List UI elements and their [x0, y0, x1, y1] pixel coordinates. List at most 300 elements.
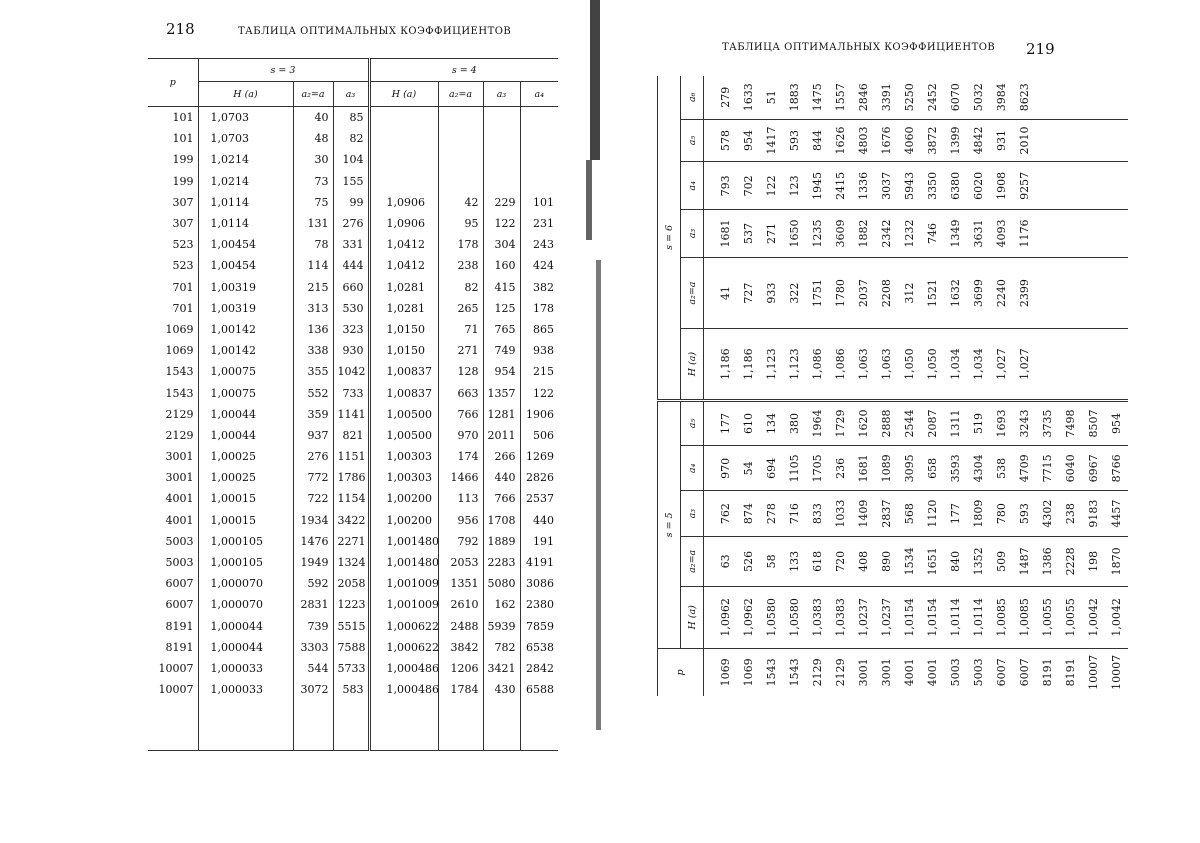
cell-h-s3: 1,00015: [198, 488, 293, 509]
cell-a5-s6: 1399: [944, 119, 967, 162]
cell-a4-s4: 191: [520, 531, 558, 552]
cell-a3-s5: 780: [990, 491, 1013, 536]
cell-p: 3001: [165, 471, 194, 485]
cell-a3-s6: 3631: [967, 210, 990, 258]
cell-a4-s5: 7715: [1036, 446, 1059, 491]
cell-a4-s4: 4191: [520, 552, 558, 573]
cell-p: 2129: [165, 428, 194, 442]
cell-a3-s5: 4457: [1105, 491, 1128, 536]
cell-h-s3: 1,000044: [198, 616, 293, 637]
cell-a2-s3: 136: [293, 319, 333, 340]
cell-a2-s4: 178: [438, 234, 483, 255]
cell-a3-s3: 444: [333, 255, 369, 276]
cell-a3-s6: 1349: [944, 210, 967, 258]
cell-h-s4: 1,0906: [369, 192, 438, 213]
cell-h-s4: 1,00837: [369, 361, 438, 382]
cell-a3-s4: 162: [483, 594, 520, 615]
cell-h-s5: 1,0154: [898, 586, 921, 648]
cell-h-s6: 1,050: [921, 329, 944, 401]
cell-a2-s6: [1082, 257, 1105, 329]
cell-p: 701: [172, 301, 194, 315]
table-row: [148, 319, 558, 340]
cell-h-s6: 1,123: [783, 329, 806, 401]
cell-a3-s6: 1235: [806, 210, 829, 258]
cell-h-s3: 1,00142: [198, 340, 293, 361]
cell-a4-s4: 243: [520, 234, 558, 255]
table-row: [148, 340, 558, 361]
cell-p: 523: [172, 259, 194, 273]
cell-h-s3: 1,0703: [198, 107, 293, 129]
cell-p: 307: [172, 217, 194, 231]
cell-a3-s6: 1650: [783, 210, 806, 258]
cell-h-s3: 1,00319: [198, 298, 293, 319]
table-row: [148, 404, 558, 425]
cell-a4-s5: 694: [760, 446, 783, 491]
cell-p: 4001: [165, 513, 194, 527]
table-row: [148, 128, 558, 149]
empty-cell: [483, 700, 520, 751]
cell-a5-s5: 1964: [806, 400, 829, 445]
cell-a3-s4: 1889: [483, 531, 520, 552]
empty-cell: [198, 700, 293, 751]
cell-a5-s6: 2010: [1013, 119, 1036, 162]
cell-a4-s5: 54: [737, 446, 760, 491]
header-a2-s3: a₂=a: [293, 82, 333, 107]
cell-a5-s6: 1676: [875, 119, 898, 162]
header-h-s4: H (a): [369, 82, 438, 107]
header-a3-s3: a₃: [333, 82, 369, 107]
cell-a2-s3: 3072: [293, 679, 333, 700]
cell-h-s5: 1,0114: [967, 586, 990, 648]
table-row: [1013, 76, 1036, 696]
cell-h-s3: 1,00319: [198, 277, 293, 298]
cell-p: 8191: [165, 640, 194, 654]
header-a2-s5: a₂=a: [681, 536, 704, 586]
table-bottom-padding: [148, 700, 558, 751]
cell-p: 199: [172, 174, 194, 188]
cell-a5-s6: 844: [806, 119, 829, 162]
cell-a5-s6: [1036, 119, 1059, 162]
header-s5: s = 5: [658, 400, 681, 648]
table-row: [148, 637, 558, 658]
cell-a3-s4: 2283: [483, 552, 520, 573]
cell-h-s4: 1,000486: [369, 679, 438, 700]
cell-a2-s3: 359: [293, 404, 333, 425]
table-row: [148, 446, 558, 467]
cell-a3-s3: 99: [333, 192, 369, 213]
cell-h-s4: 1,00303: [369, 467, 438, 488]
cell-a4-s4: 2537: [520, 488, 558, 509]
cell-a5-s5: 380: [783, 400, 806, 445]
cell-a4-s4: 3086: [520, 573, 558, 594]
table-row: [148, 573, 558, 594]
cell-p: 6007: [1018, 658, 1031, 687]
cell-h-s4: 1,000622: [369, 637, 438, 658]
header-h-s3: H (a): [198, 82, 293, 107]
cell-a4-s4: 231: [520, 213, 558, 234]
cell-a5-s5: 7498: [1059, 400, 1082, 445]
header-s6: s = 6: [658, 76, 681, 400]
cell-h-s6: 1,063: [875, 329, 898, 401]
gutter-ink-mark: [596, 260, 601, 730]
cell-a2-s3: 592: [293, 573, 333, 594]
cell-p: 4001: [165, 492, 194, 506]
cell-h-s3: 1,00142: [198, 319, 293, 340]
cell-h-s6: [1082, 329, 1105, 401]
cell-a4-s6: 122: [760, 162, 783, 210]
cell-a6-s6: 3391: [875, 76, 898, 119]
header-a3-s5: a₃: [681, 491, 704, 536]
cell-a2-s3: 30: [293, 149, 333, 170]
cell-a2-s5: 526: [737, 536, 760, 586]
cell-a2-s5: 509: [990, 536, 1013, 586]
cell-a2-s3: 73: [293, 171, 333, 192]
cell-a5-s6: [1105, 119, 1128, 162]
cell-a3-s4: 766: [483, 488, 520, 509]
cell-a5-s5: 1311: [944, 400, 967, 445]
table-row: [148, 531, 558, 552]
cell-a3-s4: 415: [483, 277, 520, 298]
cell-p: 3001: [165, 450, 194, 464]
cell-a4-s4: 215: [520, 361, 558, 382]
cell-p: 101: [172, 132, 194, 146]
cell-a3-s5: 1409: [852, 491, 875, 536]
cell-a2-s6: 2240: [990, 257, 1013, 329]
cell-h-s4: 1,001009: [369, 594, 438, 615]
cell-p: 2129: [811, 658, 824, 687]
cell-p: 3001: [857, 658, 870, 687]
table-row: [148, 425, 558, 446]
cell-a6-s6: 51: [760, 76, 783, 119]
cell-a2-s4: [438, 128, 483, 149]
cell-a3-s6: [1036, 210, 1059, 258]
cell-p: 3001: [880, 658, 893, 687]
cell-a5-s6: 1417: [760, 119, 783, 162]
cell-a6-s6: 2846: [852, 76, 875, 119]
cell-h-s5: 1,0383: [806, 586, 829, 648]
cell-a3-s5: 1120: [921, 491, 944, 536]
cell-a4-s5: 6967: [1082, 446, 1105, 491]
cell-a6-s6: 5032: [967, 76, 990, 119]
cell-a2-s6: 1521: [921, 257, 944, 329]
cell-a2-s4: 238: [438, 255, 483, 276]
cell-a3-s3: 1324: [333, 552, 369, 573]
cell-a2-s4: 663: [438, 382, 483, 403]
cell-a2-s3: 937: [293, 425, 333, 446]
table-row: [148, 107, 558, 129]
cell-a3-s4: 125: [483, 298, 520, 319]
cell-h-s3: 1,0114: [198, 213, 293, 234]
table-row: [148, 616, 558, 637]
cell-a3-s4: 160: [483, 255, 520, 276]
cell-a2-s6: [1105, 257, 1128, 329]
table-row: [148, 149, 558, 170]
cell-h-s4: [369, 107, 438, 129]
cell-a3-s5: 1809: [967, 491, 990, 536]
cell-a4-s6: 793: [714, 162, 737, 210]
cell-a4-s5: 6040: [1059, 446, 1082, 491]
cell-a4-s5: 538: [990, 446, 1013, 491]
gutter-ink-mark: [590, 0, 600, 160]
cell-a5-s5: 2888: [875, 400, 898, 445]
cell-a3-s3: 1151: [333, 446, 369, 467]
cell-a4-s4: 122: [520, 382, 558, 403]
cell-a2-s5: 1651: [921, 536, 944, 586]
cell-a5-s5: 610: [737, 400, 760, 445]
cell-a3-s5: 278: [760, 491, 783, 536]
coefficients-table-right: [657, 76, 1128, 696]
cell-p: 701: [172, 280, 194, 294]
cell-a3-s6: 746: [921, 210, 944, 258]
table-row: [944, 76, 967, 696]
cell-a3-s4: [483, 171, 520, 192]
cell-a6-s6: 6070: [944, 76, 967, 119]
header-p-right: p: [658, 648, 704, 696]
cell-a2-s5: 1534: [898, 536, 921, 586]
table-row: [148, 255, 558, 276]
cell-a2-s6: 1751: [806, 257, 829, 329]
cell-h-s6: 1,086: [829, 329, 852, 401]
cell-a3-s3: 82: [333, 128, 369, 149]
table-row: [148, 298, 558, 319]
cell-h-s4: 1,0412: [369, 234, 438, 255]
gutter-ink-mark: [586, 160, 592, 240]
cell-h-s6: 1,063: [852, 329, 875, 401]
cell-a4-s4: [520, 171, 558, 192]
cell-p: 10007: [1087, 654, 1100, 690]
cell-a4-s4: 178: [520, 298, 558, 319]
cell-a2-s4: 271: [438, 340, 483, 361]
cell-a2-s5: 1386: [1036, 536, 1059, 586]
cell-h-s4: 1,00303: [369, 446, 438, 467]
cell-p: 6007: [995, 658, 1008, 687]
cell-a5-s6: 578: [714, 119, 737, 162]
cell-a4-s4: 6538: [520, 637, 558, 658]
cell-a4-s4: 506: [520, 425, 558, 446]
header-h-s6: H (a): [681, 329, 704, 401]
cell-a2-s5: 1870: [1105, 536, 1128, 586]
cell-a4-s4: 1906: [520, 404, 558, 425]
cell-a3-s5: 716: [783, 491, 806, 536]
empty-cell: [704, 329, 715, 401]
cell-a2-s4: 3842: [438, 637, 483, 658]
table-row: [921, 76, 944, 696]
empty-cell: [369, 700, 438, 751]
cell-a2-s6: [1059, 257, 1082, 329]
cell-h-s6: 1,186: [714, 329, 737, 401]
empty-cell: [704, 491, 715, 536]
cell-a2-s3: 1949: [293, 552, 333, 573]
empty-cell: [520, 700, 558, 751]
cell-p: 5003: [165, 534, 194, 548]
cell-a3-s6: [1105, 210, 1128, 258]
cell-a3-s4: 1357: [483, 382, 520, 403]
cell-a2-s6: [1036, 257, 1059, 329]
table-row: [1105, 76, 1128, 696]
cell-h-s6: 1,034: [967, 329, 990, 401]
cell-h-s4: 1,0281: [369, 298, 438, 319]
cell-a3-s4: 5939: [483, 616, 520, 637]
cell-a2-s4: 766: [438, 404, 483, 425]
cell-a6-s6: 3984: [990, 76, 1013, 119]
cell-h-s5: 1,0042: [1105, 586, 1128, 648]
cell-a5-s5: 1620: [852, 400, 875, 445]
cell-p: 5003: [972, 658, 985, 687]
cell-p: 8191: [1064, 658, 1077, 687]
empty-cell: [704, 76, 715, 119]
cell-p: 5003: [949, 658, 962, 687]
cell-a3-s4: 954: [483, 361, 520, 382]
cell-a2-s4: 2610: [438, 594, 483, 615]
cell-a2-s5: 618: [806, 536, 829, 586]
cell-a3-s5: 762: [714, 491, 737, 536]
cell-a2-s4: 265: [438, 298, 483, 319]
cell-h-s5: 1,0085: [1013, 586, 1036, 648]
cell-a3-s3: 930: [333, 340, 369, 361]
cell-a2-s4: 42: [438, 192, 483, 213]
cell-a2-s3: 313: [293, 298, 333, 319]
cell-a4-s6: 9257: [1013, 162, 1036, 210]
cell-a3-s3: 660: [333, 277, 369, 298]
cell-a3-s6: 1232: [898, 210, 921, 258]
page-number-right: 219: [1026, 40, 1055, 58]
cell-a2-s6: 3699: [967, 257, 990, 329]
cell-h-s4: 1,00500: [369, 425, 438, 446]
cell-p: 6007: [165, 598, 194, 612]
table-row: [875, 76, 898, 696]
cell-a3-s4: [483, 107, 520, 129]
cell-a2-s4: 1206: [438, 658, 483, 679]
cell-a3-s5: 177: [944, 491, 967, 536]
cell-a2-s5: 63: [714, 536, 737, 586]
cell-a5-s6: [1082, 119, 1105, 162]
cell-h-s3: 1,00044: [198, 404, 293, 425]
cell-h-s3: 1,000105: [198, 552, 293, 573]
cell-a4-s4: 2842: [520, 658, 558, 679]
cell-a3-s4: 122: [483, 213, 520, 234]
cell-a3-s5: 568: [898, 491, 921, 536]
cell-h-s6: [1059, 329, 1082, 401]
cell-a3-s5: 874: [737, 491, 760, 536]
cell-a2-s6: 2208: [875, 257, 898, 329]
cell-a2-s4: 2053: [438, 552, 483, 573]
cell-a2-s3: 276: [293, 446, 333, 467]
cell-a2-s4: 95: [438, 213, 483, 234]
cell-p: 1069: [165, 344, 194, 358]
cell-a5-s6: 593: [783, 119, 806, 162]
cell-h-s4: 1,000622: [369, 616, 438, 637]
cell-a4-s5: 3095: [898, 446, 921, 491]
cell-a4-s5: 4304: [967, 446, 990, 491]
cell-a4-s4: [520, 107, 558, 129]
cell-a4-s4: 865: [520, 319, 558, 340]
cell-h-s5: 1,0962: [737, 586, 760, 648]
cell-a4-s5: 1705: [806, 446, 829, 491]
cell-a4-s6: 3350: [921, 162, 944, 210]
cell-a4-s4: 7859: [520, 616, 558, 637]
cell-a3-s3: 331: [333, 234, 369, 255]
cell-a2-s6: 2037: [852, 257, 875, 329]
cell-h-s4: [369, 171, 438, 192]
cell-a2-s3: 722: [293, 488, 333, 509]
cell-a4-s6: 1908: [990, 162, 1013, 210]
table-row: [737, 76, 760, 696]
cell-a5-s5: 1693: [990, 400, 1013, 445]
cell-a2-s5: 408: [852, 536, 875, 586]
cell-h-s6: 1,123: [760, 329, 783, 401]
cell-a4-s6: 5943: [898, 162, 921, 210]
cell-a4-s6: 1336: [852, 162, 875, 210]
cell-a4-s5: 3593: [944, 446, 967, 491]
empty-cell: [704, 446, 715, 491]
cell-h-s5: 1,0114: [944, 586, 967, 648]
cell-a2-s3: 2831: [293, 594, 333, 615]
cell-h-s5: 1,0237: [852, 586, 875, 648]
cell-a3-s4: 749: [483, 340, 520, 361]
cell-a4-s4: 382: [520, 277, 558, 298]
cell-a2-s4: 71: [438, 319, 483, 340]
cell-a3-s5: 2837: [875, 491, 898, 536]
cell-a2-s3: 215: [293, 277, 333, 298]
cell-a2-s5: 198: [1082, 536, 1105, 586]
cell-a3-s4: 1281: [483, 404, 520, 425]
cell-p: 307: [172, 195, 194, 209]
cell-a4-s4: 938: [520, 340, 558, 361]
cell-a2-s3: 338: [293, 340, 333, 361]
cell-a6-s6: 2452: [921, 76, 944, 119]
cell-a2-s5: 840: [944, 536, 967, 586]
table-row: [1082, 76, 1105, 696]
cell-a2-s5: 133: [783, 536, 806, 586]
header-a3-s6: a₃: [681, 210, 704, 258]
table-row: [148, 171, 558, 192]
header-h-s5: H (a): [681, 586, 704, 648]
cell-a5-s6: 4803: [852, 119, 875, 162]
cell-h-s4: 1,0412: [369, 255, 438, 276]
cell-h-s3: 1,00044: [198, 425, 293, 446]
cell-a3-s6: [1059, 210, 1082, 258]
cell-h-s3: 1,000033: [198, 679, 293, 700]
cell-a3-s3: 323: [333, 319, 369, 340]
cell-p: 8191: [1041, 658, 1054, 687]
cell-a2-s3: 772: [293, 467, 333, 488]
cell-a4-s4: 101: [520, 192, 558, 213]
header-a4-s6: a₄: [681, 162, 704, 210]
cell-a3-s3: 1042: [333, 361, 369, 382]
cell-a5-s5: 3243: [1013, 400, 1036, 445]
cell-h-s3: 1,0214: [198, 149, 293, 170]
cell-a3-s3: 583: [333, 679, 369, 700]
running-head-left: ТАБЛИЦА ОПТИМАЛЬНЫХ КОЭФФИЦИЕНТОВ: [238, 26, 512, 37]
cell-h-s3: 1,000070: [198, 594, 293, 615]
cell-h-s3: 1,0114: [198, 192, 293, 213]
cell-h-s3: 1,00454: [198, 255, 293, 276]
cell-a3-s3: 85: [333, 107, 369, 129]
empty-cell: [704, 257, 715, 329]
empty-cell: [704, 119, 715, 162]
cell-a4-s4: 2380: [520, 594, 558, 615]
cell-a2-s5: 2228: [1059, 536, 1082, 586]
cell-a5-s6: 1626: [829, 119, 852, 162]
cell-a4-s4: [520, 149, 558, 170]
cell-h-s5: 1,0055: [1036, 586, 1059, 648]
cell-a3-s4: 304: [483, 234, 520, 255]
cell-a2-s3: 114: [293, 255, 333, 276]
cell-h-s4: 1,00200: [369, 488, 438, 509]
cell-a6-s6: 1475: [806, 76, 829, 119]
cell-a3-s4: [483, 128, 520, 149]
cell-a4-s6: [1082, 162, 1105, 210]
